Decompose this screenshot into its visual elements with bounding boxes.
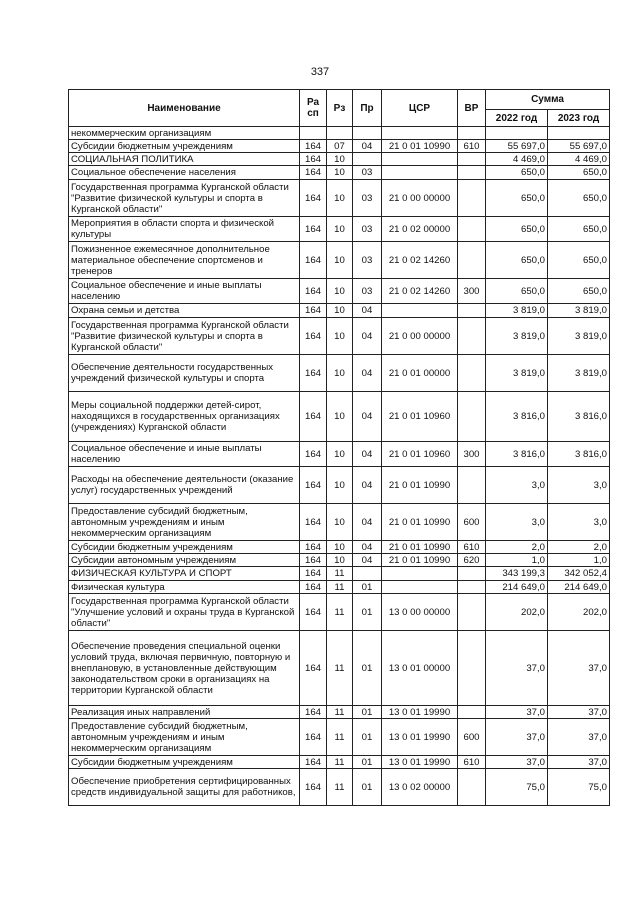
row-rasp: 164: [300, 769, 327, 806]
row-sum-2023: 3 819,0: [548, 304, 610, 318]
row-sum-2023: 3,0: [548, 504, 610, 541]
table-row: [69, 127, 610, 140]
row-rz: 11: [327, 567, 353, 581]
row-rz: 10: [327, 153, 353, 166]
row-vr: [458, 567, 486, 581]
row-csr: 21 0 01 10960: [382, 392, 458, 442]
row-sum-2022: 3 819,0: [486, 304, 548, 318]
table-row: [69, 581, 610, 594]
row-rasp: 164: [300, 153, 327, 166]
row-name: Реализация иных направлений: [69, 706, 300, 719]
table-row: [69, 541, 610, 554]
table-row: [69, 140, 610, 153]
row-sum-2023: 342 052,4: [548, 567, 610, 581]
table-row: [69, 756, 610, 769]
row-pr: [353, 127, 382, 140]
row-vr: [458, 127, 486, 140]
row-rz: 10: [327, 166, 353, 180]
row-vr: [458, 631, 486, 706]
row-pr: 04: [353, 504, 382, 541]
row-rz: 10: [327, 318, 353, 355]
row-sum-2023: 4 469,0: [548, 153, 610, 166]
row-sum-2023: 650,0: [548, 279, 610, 304]
row-sum-2022: [486, 127, 548, 140]
row-pr: 04: [353, 442, 382, 467]
row-vr: [458, 242, 486, 279]
row-rz: 11: [327, 706, 353, 719]
header-rz: Рз: [327, 90, 353, 127]
row-vr: [458, 581, 486, 594]
row-sum-2023: 37,0: [548, 631, 610, 706]
row-sum-2023: 37,0: [548, 706, 610, 719]
row-name: Субсидии бюджетным учреждениям: [69, 541, 300, 554]
row-pr: 01: [353, 594, 382, 631]
row-sum-2022: 650,0: [486, 217, 548, 242]
table-row: [69, 180, 610, 217]
row-sum-2022: 3 819,0: [486, 318, 548, 355]
row-sum-2023: 2,0: [548, 541, 610, 554]
row-sum-2022: 2,0: [486, 541, 548, 554]
row-csr: 21 0 02 14260: [382, 242, 458, 279]
row-sum-2022: 202,0: [486, 594, 548, 631]
row-rz: 07: [327, 140, 353, 153]
row-rz: 10: [327, 180, 353, 217]
table-row: [69, 719, 610, 756]
row-name: Социальное обеспечение населения: [69, 166, 300, 180]
row-csr: 21 0 01 10990: [382, 467, 458, 504]
row-sum-2023: 3 819,0: [548, 318, 610, 355]
row-csr: 13 0 01 19990: [382, 706, 458, 719]
header-year-2022: 2022 год: [486, 110, 548, 127]
row-csr: 21 0 02 14260: [382, 279, 458, 304]
row-rz: 11: [327, 631, 353, 706]
header-sum: Сумма: [486, 90, 610, 110]
table-row: [69, 153, 610, 166]
row-csr: 21 0 01 10960: [382, 442, 458, 467]
row-rasp: 164: [300, 567, 327, 581]
row-rasp: 164: [300, 719, 327, 756]
row-name: Охрана семьи и детства: [69, 304, 300, 318]
table-row: [69, 355, 610, 392]
row-pr: [353, 153, 382, 166]
header-rasp: Ра сп: [300, 90, 327, 127]
row-sum-2023: 202,0: [548, 594, 610, 631]
row-name: Субсидии бюджетным учреждениям: [69, 140, 300, 153]
table-row: [69, 467, 610, 504]
row-sum-2022: 3 816,0: [486, 392, 548, 442]
row-sum-2022: 4 469,0: [486, 153, 548, 166]
row-name: Обеспечение приобретения сертифицированных средств индивидуальной защиты для работников,: [69, 769, 300, 806]
row-csr: 13 0 01 19990: [382, 756, 458, 769]
row-sum-2023: 55 697,0: [548, 140, 610, 153]
row-vr: [458, 392, 486, 442]
row-pr: 03: [353, 242, 382, 279]
row-vr: [458, 166, 486, 180]
row-name: Предоставление субсидий бюджетным, автономным учреждениям и иным некоммерческим организациям: [69, 504, 300, 541]
row-rasp: 164: [300, 180, 327, 217]
row-sum-2022: 650,0: [486, 180, 548, 217]
row-pr: 04: [353, 554, 382, 567]
table-row: [69, 392, 610, 442]
row-sum-2023: 1,0: [548, 554, 610, 567]
row-vr: 300: [458, 442, 486, 467]
row-sum-2023: 37,0: [548, 719, 610, 756]
row-vr: [458, 180, 486, 217]
header-csr: ЦСР: [382, 90, 458, 127]
row-csr: 21 0 00 00000: [382, 318, 458, 355]
row-csr: 21 0 01 10990: [382, 554, 458, 567]
row-rz: 10: [327, 279, 353, 304]
row-rasp: 164: [300, 392, 327, 442]
row-vr: [458, 594, 486, 631]
row-name: Обеспечение проведения специальной оценки условий труда, включая первичную, повторную и внеплановую, в установленные действующим законодательством сроки в организациях на территории Курганской области: [69, 631, 300, 706]
row-pr: 01: [353, 769, 382, 806]
row-pr: 03: [353, 279, 382, 304]
row-sum-2022: 3 819,0: [486, 355, 548, 392]
row-sum-2023: 650,0: [548, 242, 610, 279]
table-row: [69, 631, 610, 706]
row-pr: 03: [353, 180, 382, 217]
row-vr: 600: [458, 504, 486, 541]
row-rasp: 164: [300, 756, 327, 769]
row-name: Социальное обеспечение и иные выплаты населению: [69, 279, 300, 304]
row-pr: 03: [353, 217, 382, 242]
row-vr: [458, 304, 486, 318]
row-sum-2023: [548, 127, 610, 140]
row-csr: [382, 153, 458, 166]
row-vr: [458, 467, 486, 504]
row-rasp: 164: [300, 318, 327, 355]
row-sum-2023: 650,0: [548, 217, 610, 242]
row-rasp: 164: [300, 355, 327, 392]
row-rz: 10: [327, 217, 353, 242]
header-name: Наименование: [69, 90, 300, 127]
row-name: СОЦИАЛЬНАЯ ПОЛИТИКА: [69, 153, 300, 166]
row-rasp: 164: [300, 217, 327, 242]
row-csr: 21 0 02 00000: [382, 217, 458, 242]
row-vr: 610: [458, 140, 486, 153]
row-rasp: 164: [300, 279, 327, 304]
row-sum-2022: 37,0: [486, 719, 548, 756]
row-pr: 01: [353, 631, 382, 706]
row-rz: 10: [327, 242, 353, 279]
row-sum-2022: 75,0: [486, 769, 548, 806]
table-row: [69, 594, 610, 631]
row-name: Социальное обеспечение и иные выплаты населению: [69, 442, 300, 467]
row-sum-2023: 3,0: [548, 467, 610, 504]
row-vr: 610: [458, 541, 486, 554]
row-sum-2022: 214 649,0: [486, 581, 548, 594]
row-sum-2022: 37,0: [486, 706, 548, 719]
row-rasp: 164: [300, 467, 327, 504]
row-pr: 04: [353, 355, 382, 392]
row-sum-2023: 650,0: [548, 166, 610, 180]
table-row: [69, 504, 610, 541]
row-sum-2022: 3,0: [486, 504, 548, 541]
row-csr: 21 0 00 00000: [382, 180, 458, 217]
row-vr: [458, 153, 486, 166]
row-name: Государственная программа Курганской области "Развитие физической культуры и спорта в Курганской области": [69, 318, 300, 355]
row-vr: [458, 769, 486, 806]
row-csr: [382, 304, 458, 318]
page-number: 337: [310, 66, 330, 78]
row-rz: [327, 127, 353, 140]
row-sum-2022: 3,0: [486, 467, 548, 504]
table-row: [69, 304, 610, 318]
row-rasp: 164: [300, 541, 327, 554]
row-vr: 610: [458, 756, 486, 769]
row-name: Расходы на обеспечение деятельности (оказание услуг) государственных учреждений: [69, 467, 300, 504]
table-row: [69, 706, 610, 719]
row-sum-2022: 37,0: [486, 756, 548, 769]
table-row: [69, 769, 610, 806]
row-name: Обеспечение деятельности государственных учреждений физической культуры и спорта: [69, 355, 300, 392]
row-csr: 21 0 01 10990: [382, 541, 458, 554]
table-row: [69, 554, 610, 567]
table-row: [69, 279, 610, 304]
row-rasp: 164: [300, 554, 327, 567]
row-rz: 10: [327, 554, 353, 567]
header-year-2023: 2023 год: [548, 110, 610, 127]
row-vr: [458, 217, 486, 242]
row-vr: [458, 355, 486, 392]
row-rasp: 164: [300, 504, 327, 541]
row-pr: [353, 567, 382, 581]
row-pr: 01: [353, 581, 382, 594]
row-sum-2023: 3 819,0: [548, 355, 610, 392]
row-sum-2022: 1,0: [486, 554, 548, 567]
header-pr: Пр: [353, 90, 382, 127]
row-vr: 620: [458, 554, 486, 567]
row-csr: 21 0 01 10990: [382, 140, 458, 153]
row-vr: [458, 318, 486, 355]
row-vr: 600: [458, 719, 486, 756]
row-rz: 10: [327, 392, 353, 442]
row-pr: 01: [353, 756, 382, 769]
row-rasp: [300, 127, 327, 140]
row-rasp: 164: [300, 166, 327, 180]
row-sum-2022: 37,0: [486, 631, 548, 706]
row-rz: 11: [327, 769, 353, 806]
row-pr: 03: [353, 166, 382, 180]
table-row: [69, 567, 610, 581]
table-row: [69, 242, 610, 279]
row-rasp: 164: [300, 631, 327, 706]
row-rz: 11: [327, 581, 353, 594]
row-pr: 04: [353, 140, 382, 153]
row-name: Субсидии бюджетным учреждениям: [69, 756, 300, 769]
row-csr: 21 0 01 00000: [382, 355, 458, 392]
table-row: [69, 318, 610, 355]
table-body: [69, 127, 610, 806]
row-csr: 13 0 00 00000: [382, 594, 458, 631]
table-row: [69, 442, 610, 467]
row-csr: 21 0 01 10990: [382, 504, 458, 541]
row-name: ФИЗИЧЕСКАЯ КУЛЬТУРА И СПОРТ: [69, 567, 300, 581]
row-csr: [382, 166, 458, 180]
row-csr: [382, 581, 458, 594]
row-rasp: 164: [300, 304, 327, 318]
row-rz: 11: [327, 594, 353, 631]
row-csr: 13 0 01 00000: [382, 631, 458, 706]
row-vr: 300: [458, 279, 486, 304]
row-rz: 10: [327, 442, 353, 467]
row-rasp: 164: [300, 442, 327, 467]
row-rz: 10: [327, 541, 353, 554]
row-csr: 13 0 01 19990: [382, 719, 458, 756]
row-sum-2022: 650,0: [486, 166, 548, 180]
row-name: Меры социальной поддержки детей-сирот, находящихся в государственных организациях (учреждениях) Курганской области: [69, 392, 300, 442]
row-pr: 04: [353, 318, 382, 355]
row-pr: 04: [353, 304, 382, 318]
row-pr: 04: [353, 392, 382, 442]
row-name: некоммерческим организациям: [69, 127, 300, 140]
row-pr: 04: [353, 541, 382, 554]
row-pr: 01: [353, 719, 382, 756]
row-csr: 13 0 02 00000: [382, 769, 458, 806]
row-sum-2023: 3 816,0: [548, 442, 610, 467]
row-rz: 11: [327, 719, 353, 756]
row-sum-2023: 3 816,0: [548, 392, 610, 442]
row-rasp: 164: [300, 242, 327, 279]
row-sum-2023: 75,0: [548, 769, 610, 806]
row-csr: [382, 127, 458, 140]
row-name: Мероприятия в области спорта и физической культуры: [69, 217, 300, 242]
row-name: Предоставление субсидий бюджетным, автономным учреждениям и иным некоммерческим организациям: [69, 719, 300, 756]
row-vr: [458, 706, 486, 719]
row-name: Физическая культура: [69, 581, 300, 594]
row-sum-2022: 3 816,0: [486, 442, 548, 467]
row-rasp: 164: [300, 140, 327, 153]
row-name: Государственная программа Курганской области "Улучшение условий и охраны труда в Курганской области": [69, 594, 300, 631]
row-rz: 10: [327, 304, 353, 318]
row-pr: 01: [353, 706, 382, 719]
table-row: [69, 166, 610, 180]
row-rz: 10: [327, 355, 353, 392]
row-rz: 10: [327, 504, 353, 541]
table-row: [69, 217, 610, 242]
row-name: Субсидии автономным учреждениям: [69, 554, 300, 567]
row-name: Государственная программа Курганской области "Развитие физической культуры и спорта в Курганской области": [69, 180, 300, 217]
row-rz: 10: [327, 467, 353, 504]
row-rasp: 164: [300, 706, 327, 719]
row-csr: [382, 567, 458, 581]
row-sum-2023: 214 649,0: [548, 581, 610, 594]
row-rasp: 164: [300, 581, 327, 594]
row-sum-2023: 650,0: [548, 180, 610, 217]
row-sum-2022: 343 199,3: [486, 567, 548, 581]
row-sum-2022: 650,0: [486, 242, 548, 279]
row-sum-2022: 650,0: [486, 279, 548, 304]
row-rz: 11: [327, 756, 353, 769]
header-vr: ВР: [458, 90, 486, 127]
budget-table: [68, 89, 610, 806]
row-sum-2023: 37,0: [548, 756, 610, 769]
row-rasp: 164: [300, 594, 327, 631]
row-name: Пожизненное ежемесячное дополнительное материальное обеспечение спортсменов и тренеров: [69, 242, 300, 279]
row-sum-2022: 55 697,0: [486, 140, 548, 153]
row-pr: 04: [353, 467, 382, 504]
